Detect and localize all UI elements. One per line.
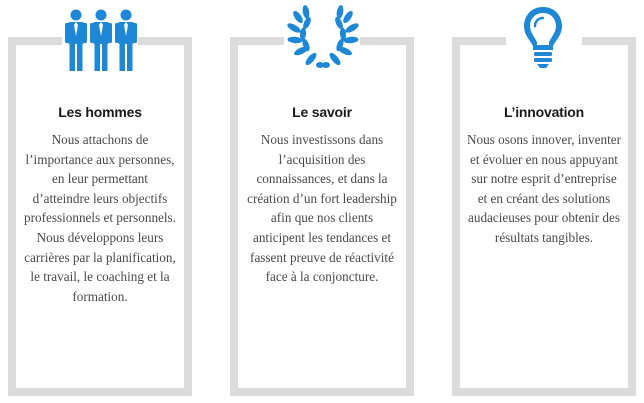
card-title: L’innovation [503, 104, 585, 120]
laurel-wreath-icon [284, 4, 362, 70]
card-title: Les hommes [58, 104, 142, 120]
values-card-knowledge [230, 37, 414, 396]
card-text: Nous investissons dans l’acquisition des connaissances, et dans la création d’un fort leadership afin que nos clients anticipent les tendances et fassent preuve de réactivité face à la conjoncture. [247, 132, 397, 285]
values-card-people [8, 37, 192, 396]
card-text: Nous attachons de l’importance aux personnes, en leur permettant d’atteindre leurs objectifs professionnels et personnels. Nous développons leurs carrières par la planification, le travail, le coaching et la formation. [24, 132, 176, 304]
people-icon [64, 8, 138, 74]
card-title: Le savoir [292, 104, 352, 120]
lightbulb-icon [520, 4, 566, 70]
values-card-innovation [452, 37, 636, 396]
card-text: Nous osons innover, inventer et évoluer en nous appuyant sur notre esprit d’entreprise et en créant des solutions audacieuses pour obtenir des résultats tangibles. [466, 132, 622, 245]
